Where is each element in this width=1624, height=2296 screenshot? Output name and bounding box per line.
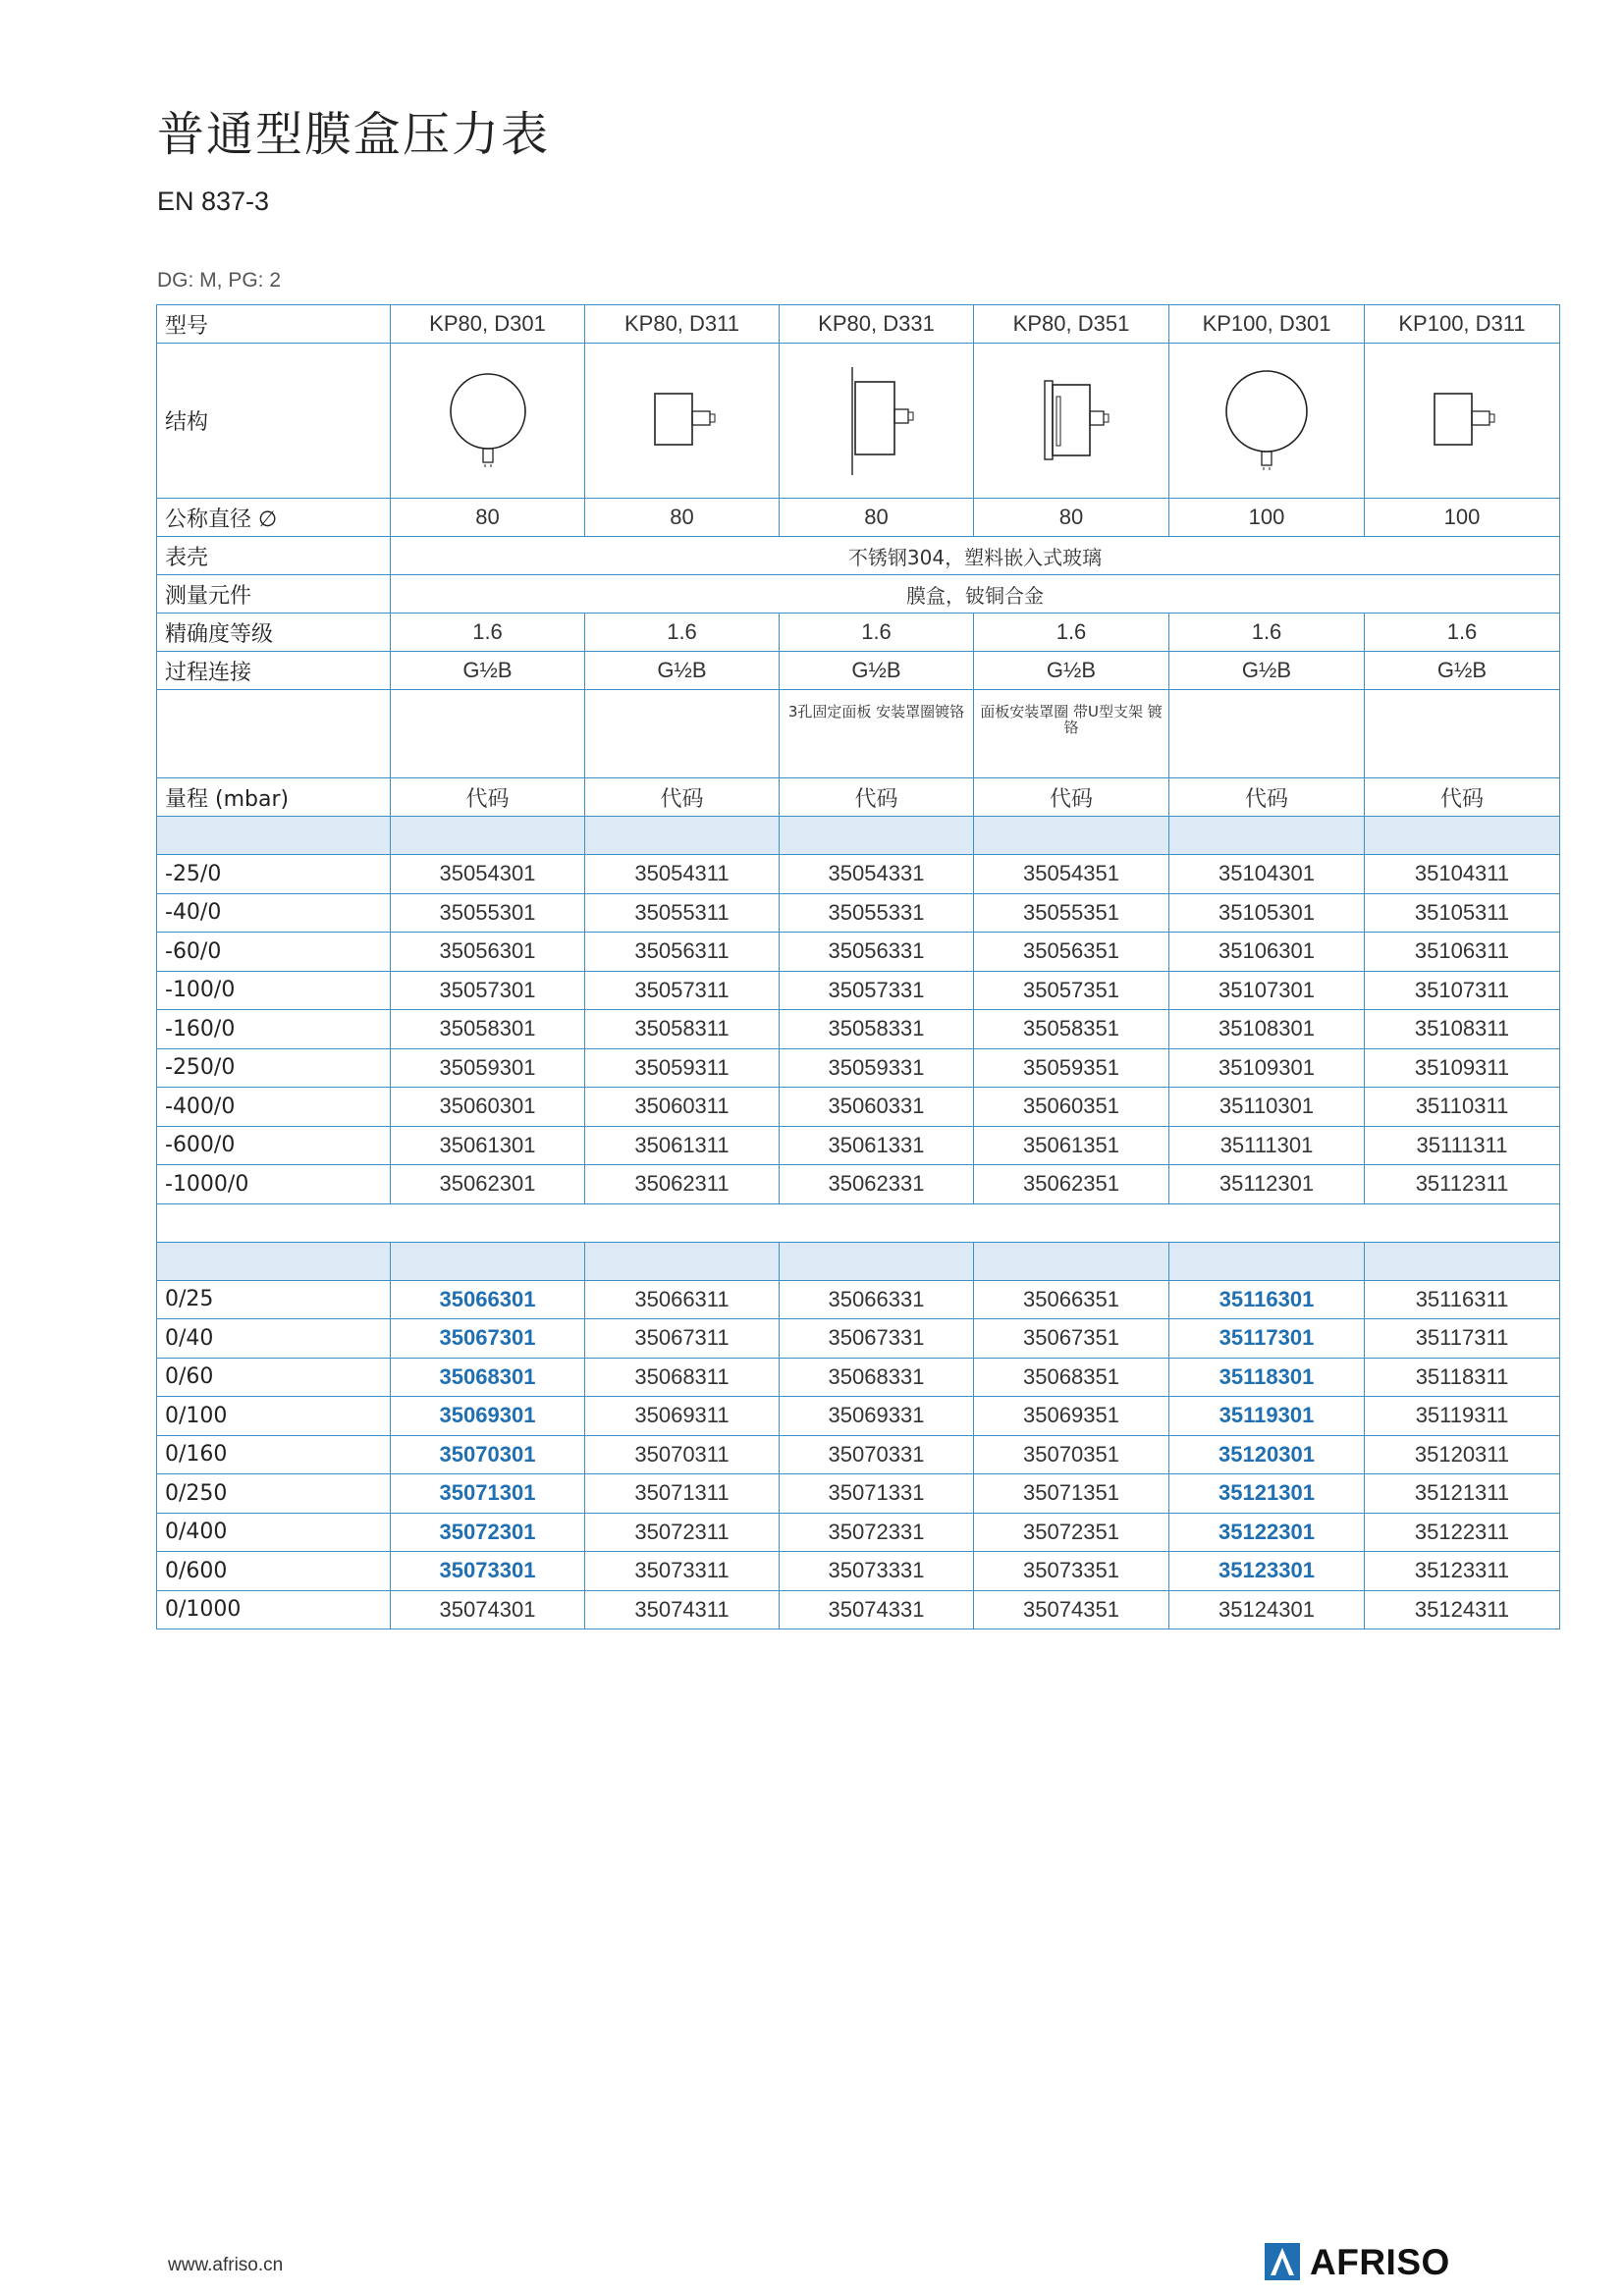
model-label: 型号 bbox=[157, 305, 391, 344]
order-code-cell: 35108301 bbox=[1169, 1010, 1365, 1049]
connection-value-cell: G½B bbox=[974, 652, 1169, 690]
case-row bbox=[157, 537, 1560, 575]
order-code-cell: 35055311 bbox=[585, 893, 780, 933]
page-title: 普通型膜盒压力表 bbox=[157, 107, 551, 162]
order-code-cell: 35122301 bbox=[1169, 1513, 1365, 1552]
order-code-cell: 35054311 bbox=[585, 855, 780, 894]
band-cell bbox=[585, 817, 780, 855]
connection-row bbox=[157, 652, 1560, 690]
code-header-cell: 代码 bbox=[391, 778, 585, 817]
model-name-cell: KP100, D311 bbox=[1365, 305, 1560, 344]
order-code-cell: 35054351 bbox=[974, 855, 1169, 894]
order-code-cell: 35118311 bbox=[1365, 1358, 1560, 1397]
table-row bbox=[157, 1319, 1560, 1359]
order-code-cell: 35069311 bbox=[585, 1397, 780, 1436]
case-label: 表壳 bbox=[157, 537, 391, 575]
order-code-cell: 35066351 bbox=[974, 1280, 1169, 1319]
order-code-cell: 35071351 bbox=[974, 1474, 1169, 1514]
order-code-cell: 35054331 bbox=[780, 855, 974, 894]
order-code-cell: 35109301 bbox=[1169, 1048, 1365, 1088]
mounting-note-cell bbox=[1365, 690, 1560, 778]
order-code-cell: 35068311 bbox=[585, 1358, 780, 1397]
structure-label: 结构 bbox=[157, 344, 391, 499]
afriso-brand-text: AFRISO bbox=[1310, 2242, 1450, 2282]
afriso-logo bbox=[1265, 2241, 1490, 2284]
order-code-cell: 35110301 bbox=[1169, 1088, 1365, 1127]
order-code-cell: 35116301 bbox=[1169, 1280, 1365, 1319]
order-code-cell: 35070311 bbox=[585, 1435, 780, 1474]
order-code-cell: 35068301 bbox=[391, 1358, 585, 1397]
model-name-cell: KP80, D351 bbox=[974, 305, 1169, 344]
table-row bbox=[157, 1048, 1560, 1088]
model-name-cell: KP80, D331 bbox=[780, 305, 974, 344]
table-row bbox=[157, 933, 1560, 972]
mounting-note-cell: 面板安装罩圈 带U型支架 镀铬 bbox=[974, 690, 1169, 778]
range-cell: -60/0 bbox=[157, 933, 391, 972]
element-row bbox=[157, 575, 1560, 614]
notes-label bbox=[157, 690, 391, 778]
order-code-cell: 35072311 bbox=[585, 1513, 780, 1552]
model-name-cell: KP100, D301 bbox=[1169, 305, 1365, 344]
table-row bbox=[157, 1358, 1560, 1397]
order-code-cell: 35056311 bbox=[585, 933, 780, 972]
order-code-cell: 35055351 bbox=[974, 893, 1169, 933]
section-band-row bbox=[157, 1242, 1560, 1280]
range-cell: 0/250 bbox=[157, 1474, 391, 1514]
mounting-note-cell bbox=[1169, 690, 1365, 778]
order-code-cell: 35074301 bbox=[391, 1590, 585, 1629]
gauge-panel-flange-icon bbox=[780, 352, 973, 490]
band-cell bbox=[780, 817, 974, 855]
band-cell bbox=[391, 817, 585, 855]
band-cell bbox=[974, 1242, 1169, 1280]
accuracy-value-cell: 1.6 bbox=[585, 614, 780, 652]
code-header-cell: 代码 bbox=[780, 778, 974, 817]
table-row bbox=[157, 1435, 1560, 1474]
order-code-cell: 35105301 bbox=[1169, 893, 1365, 933]
order-code-cell: 35117301 bbox=[1169, 1319, 1365, 1359]
order-code-cell: 35104301 bbox=[1169, 855, 1365, 894]
order-code-cell: 35054301 bbox=[391, 855, 585, 894]
order-code-cell: 35056351 bbox=[974, 933, 1169, 972]
order-code-cell: 35060311 bbox=[585, 1088, 780, 1127]
mounting-note-cell: 3孔固定面板 安装罩圈镀铬 bbox=[780, 690, 974, 778]
range-cell: -400/0 bbox=[157, 1088, 391, 1127]
order-code-cell: 35120311 bbox=[1365, 1435, 1560, 1474]
dg-pg-note: DG: M, PG: 2 bbox=[157, 269, 282, 292]
order-code-cell: 35058301 bbox=[391, 1010, 585, 1049]
order-code-cell: 35071331 bbox=[780, 1474, 974, 1514]
band-cell bbox=[157, 1242, 391, 1280]
order-code-cell: 35055331 bbox=[780, 893, 974, 933]
table-row bbox=[157, 1513, 1560, 1552]
structure-drawing-cell bbox=[585, 344, 780, 499]
product-spec-table bbox=[156, 304, 1560, 1629]
order-code-cell: 35074311 bbox=[585, 1590, 780, 1629]
diameter-value-cell: 80 bbox=[585, 499, 780, 537]
order-code-cell: 35070351 bbox=[974, 1435, 1169, 1474]
order-code-cell: 35106301 bbox=[1169, 933, 1365, 972]
order-code-cell: 35059311 bbox=[585, 1048, 780, 1088]
band-cell bbox=[780, 1242, 974, 1280]
order-code-cell: 35062301 bbox=[391, 1165, 585, 1204]
connection-value-cell: G½B bbox=[1365, 652, 1560, 690]
table-row bbox=[157, 1126, 1560, 1165]
model-name-cell: KP80, D311 bbox=[585, 305, 780, 344]
order-code-cell: 35116311 bbox=[1365, 1280, 1560, 1319]
order-code-cell: 35059351 bbox=[974, 1048, 1169, 1088]
order-code-cell: 35059331 bbox=[780, 1048, 974, 1088]
code-header-cell: 代码 bbox=[1169, 778, 1365, 817]
code-header-cell: 代码 bbox=[1365, 778, 1560, 817]
table-row bbox=[157, 1165, 1560, 1204]
order-code-cell: 35068331 bbox=[780, 1358, 974, 1397]
order-code-cell: 35121301 bbox=[1169, 1474, 1365, 1514]
order-code-cell: 35069331 bbox=[780, 1397, 974, 1436]
range-cell: 0/160 bbox=[157, 1435, 391, 1474]
order-code-cell: 35069301 bbox=[391, 1397, 585, 1436]
order-code-cell: 35067301 bbox=[391, 1319, 585, 1359]
gauge-bottom-entry-icon bbox=[1169, 362, 1364, 480]
range-label: 量程 (mbar) bbox=[157, 778, 391, 817]
order-code-cell: 35104311 bbox=[1365, 855, 1560, 894]
order-code-cell: 35124311 bbox=[1365, 1590, 1560, 1629]
gauge-u-bracket-icon bbox=[974, 357, 1168, 485]
range-cell: 0/60 bbox=[157, 1358, 391, 1397]
order-code-cell: 35057351 bbox=[974, 971, 1169, 1010]
order-code-cell: 35112301 bbox=[1169, 1165, 1365, 1204]
spacer-cell bbox=[157, 1203, 1560, 1242]
order-code-cell: 35067331 bbox=[780, 1319, 974, 1359]
range-cell: -1000/0 bbox=[157, 1165, 391, 1204]
gauge-back-entry-icon bbox=[585, 362, 779, 480]
order-code-cell: 35058331 bbox=[780, 1010, 974, 1049]
range-cell: 0/600 bbox=[157, 1552, 391, 1591]
order-code-cell: 35061351 bbox=[974, 1126, 1169, 1165]
table-row bbox=[157, 1590, 1560, 1629]
order-code-cell: 35074331 bbox=[780, 1590, 974, 1629]
element-value: 膜盒，铍铜合金 bbox=[391, 575, 1560, 614]
range-cell: 0/40 bbox=[157, 1319, 391, 1359]
order-code-cell: 35070331 bbox=[780, 1435, 974, 1474]
model-row bbox=[157, 305, 1560, 344]
order-code-cell: 35068351 bbox=[974, 1358, 1169, 1397]
table-row bbox=[157, 1474, 1560, 1514]
order-code-cell: 35074351 bbox=[974, 1590, 1169, 1629]
notes-row bbox=[157, 690, 1560, 778]
structure-drawing-cell bbox=[780, 344, 974, 499]
order-code-cell: 35106311 bbox=[1365, 933, 1560, 972]
order-code-cell: 35060351 bbox=[974, 1088, 1169, 1127]
accuracy-value-cell: 1.6 bbox=[391, 614, 585, 652]
range-cell: 0/400 bbox=[157, 1513, 391, 1552]
mounting-note-cell bbox=[391, 690, 585, 778]
diameter-row bbox=[157, 499, 1560, 537]
standard-subtitle: EN 837-3 bbox=[157, 187, 270, 216]
order-code-cell: 35056301 bbox=[391, 933, 585, 972]
order-code-cell: 35062311 bbox=[585, 1165, 780, 1204]
range-cell: -600/0 bbox=[157, 1126, 391, 1165]
afriso-logo-mark-icon bbox=[1265, 2243, 1300, 2280]
order-code-cell: 35122311 bbox=[1365, 1513, 1560, 1552]
gauge-back-entry-icon bbox=[1365, 362, 1559, 480]
order-code-cell: 35062351 bbox=[974, 1165, 1169, 1204]
order-code-cell: 35124301 bbox=[1169, 1590, 1365, 1629]
structure-row bbox=[157, 344, 1560, 499]
order-code-cell: 35111301 bbox=[1169, 1126, 1365, 1165]
code-header-cell: 代码 bbox=[585, 778, 780, 817]
order-code-cell: 35056331 bbox=[780, 933, 974, 972]
structure-drawing-cell bbox=[391, 344, 585, 499]
accuracy-value-cell: 1.6 bbox=[1365, 614, 1560, 652]
order-code-cell: 35066331 bbox=[780, 1280, 974, 1319]
mounting-note-cell bbox=[585, 690, 780, 778]
order-code-cell: 35060301 bbox=[391, 1088, 585, 1127]
band-cell bbox=[974, 817, 1169, 855]
range-cell: -100/0 bbox=[157, 971, 391, 1010]
band-cell bbox=[585, 1242, 780, 1280]
order-code-cell: 35057301 bbox=[391, 971, 585, 1010]
order-code-cell: 35073301 bbox=[391, 1552, 585, 1591]
accuracy-value-cell: 1.6 bbox=[974, 614, 1169, 652]
structure-drawing-cell bbox=[1365, 344, 1560, 499]
order-code-cell: 35061301 bbox=[391, 1126, 585, 1165]
order-code-cell: 35073331 bbox=[780, 1552, 974, 1591]
table-row bbox=[157, 1397, 1560, 1436]
order-code-cell: 35118301 bbox=[1169, 1358, 1365, 1397]
band-cell bbox=[1169, 1242, 1365, 1280]
order-code-cell: 35119301 bbox=[1169, 1397, 1365, 1436]
band-cell bbox=[1365, 1242, 1560, 1280]
band-cell bbox=[1365, 817, 1560, 855]
order-code-cell: 35060331 bbox=[780, 1088, 974, 1127]
order-code-cell: 35123301 bbox=[1169, 1552, 1365, 1591]
range-cell: -40/0 bbox=[157, 893, 391, 933]
footer-url[interactable]: www.afriso.cn bbox=[168, 2255, 284, 2275]
order-code-cell: 35073351 bbox=[974, 1552, 1169, 1591]
order-code-cell: 35119311 bbox=[1365, 1397, 1560, 1436]
range-cell: 0/100 bbox=[157, 1397, 391, 1436]
order-code-cell: 35067311 bbox=[585, 1319, 780, 1359]
order-code-cell: 35071301 bbox=[391, 1474, 585, 1514]
order-code-cell: 35123311 bbox=[1365, 1552, 1560, 1591]
structure-drawing-cell bbox=[1169, 344, 1365, 499]
accuracy-label: 精确度等级 bbox=[157, 614, 391, 652]
order-code-cell: 35061331 bbox=[780, 1126, 974, 1165]
order-code-cell: 35112311 bbox=[1365, 1165, 1560, 1204]
order-code-cell: 35107301 bbox=[1169, 971, 1365, 1010]
diameter-value-cell: 100 bbox=[1169, 499, 1365, 537]
gauge-bottom-entry-icon bbox=[391, 362, 584, 480]
order-code-cell: 35067351 bbox=[974, 1319, 1169, 1359]
model-name-cell: KP80, D301 bbox=[391, 305, 585, 344]
order-code-cell: 35072301 bbox=[391, 1513, 585, 1552]
order-code-cell: 35117311 bbox=[1365, 1319, 1560, 1359]
table-row bbox=[157, 1280, 1560, 1319]
section-spacer-row bbox=[157, 1203, 1560, 1242]
case-value: 不锈钢304，塑料嵌入式玻璃 bbox=[391, 537, 1560, 575]
order-code-cell: 35109311 bbox=[1365, 1048, 1560, 1088]
band-cell bbox=[391, 1242, 585, 1280]
order-code-cell: 35070301 bbox=[391, 1435, 585, 1474]
order-code-cell: 35071311 bbox=[585, 1474, 780, 1514]
order-code-cell: 35057311 bbox=[585, 971, 780, 1010]
order-code-cell: 35062331 bbox=[780, 1165, 974, 1204]
band-cell bbox=[157, 817, 391, 855]
range-cell: -25/0 bbox=[157, 855, 391, 894]
range-cell: -160/0 bbox=[157, 1010, 391, 1049]
range-cell: 0/1000 bbox=[157, 1590, 391, 1629]
connection-value-cell: G½B bbox=[1169, 652, 1365, 690]
order-code-cell: 35066311 bbox=[585, 1280, 780, 1319]
code-header-cell: 代码 bbox=[974, 778, 1169, 817]
order-code-cell: 35073311 bbox=[585, 1552, 780, 1591]
accuracy-value-cell: 1.6 bbox=[1169, 614, 1365, 652]
accuracy-value-cell: 1.6 bbox=[780, 614, 974, 652]
connection-value-cell: G½B bbox=[780, 652, 974, 690]
diameter-value-cell: 80 bbox=[974, 499, 1169, 537]
order-code-cell: 35072351 bbox=[974, 1513, 1169, 1552]
table-row bbox=[157, 1088, 1560, 1127]
order-code-cell: 35066301 bbox=[391, 1280, 585, 1319]
table-row bbox=[157, 1552, 1560, 1591]
order-code-cell: 35061311 bbox=[585, 1126, 780, 1165]
connection-value-cell: G½B bbox=[391, 652, 585, 690]
range-header-row bbox=[157, 778, 1560, 817]
order-code-cell: 35121311 bbox=[1365, 1474, 1560, 1514]
table-row bbox=[157, 855, 1560, 894]
order-code-cell: 35055301 bbox=[391, 893, 585, 933]
table-row bbox=[157, 1010, 1560, 1049]
order-code-cell: 35111311 bbox=[1365, 1126, 1560, 1165]
connection-value-cell: G½B bbox=[585, 652, 780, 690]
section-band-row bbox=[157, 817, 1560, 855]
order-code-cell: 35110311 bbox=[1365, 1088, 1560, 1127]
element-label: 测量元件 bbox=[157, 575, 391, 614]
diameter-label: 公称直径 ∅ bbox=[157, 499, 391, 537]
diameter-value-cell: 80 bbox=[391, 499, 585, 537]
table-row bbox=[157, 971, 1560, 1010]
band-cell bbox=[1169, 817, 1365, 855]
order-code-cell: 35058351 bbox=[974, 1010, 1169, 1049]
order-code-cell: 35069351 bbox=[974, 1397, 1169, 1436]
order-code-cell: 35108311 bbox=[1365, 1010, 1560, 1049]
range-cell: 0/25 bbox=[157, 1280, 391, 1319]
diameter-value-cell: 100 bbox=[1365, 499, 1560, 537]
order-code-cell: 35120301 bbox=[1169, 1435, 1365, 1474]
order-code-cell: 35057331 bbox=[780, 971, 974, 1010]
diameter-value-cell: 80 bbox=[780, 499, 974, 537]
order-code-cell: 35107311 bbox=[1365, 971, 1560, 1010]
order-code-cell: 35105311 bbox=[1365, 893, 1560, 933]
accuracy-row bbox=[157, 614, 1560, 652]
structure-drawing-cell bbox=[974, 344, 1169, 499]
connection-label: 过程连接 bbox=[157, 652, 391, 690]
range-cell: -250/0 bbox=[157, 1048, 391, 1088]
order-code-cell: 35059301 bbox=[391, 1048, 585, 1088]
table-row bbox=[157, 893, 1560, 933]
order-code-cell: 35072331 bbox=[780, 1513, 974, 1552]
order-code-cell: 35058311 bbox=[585, 1010, 780, 1049]
